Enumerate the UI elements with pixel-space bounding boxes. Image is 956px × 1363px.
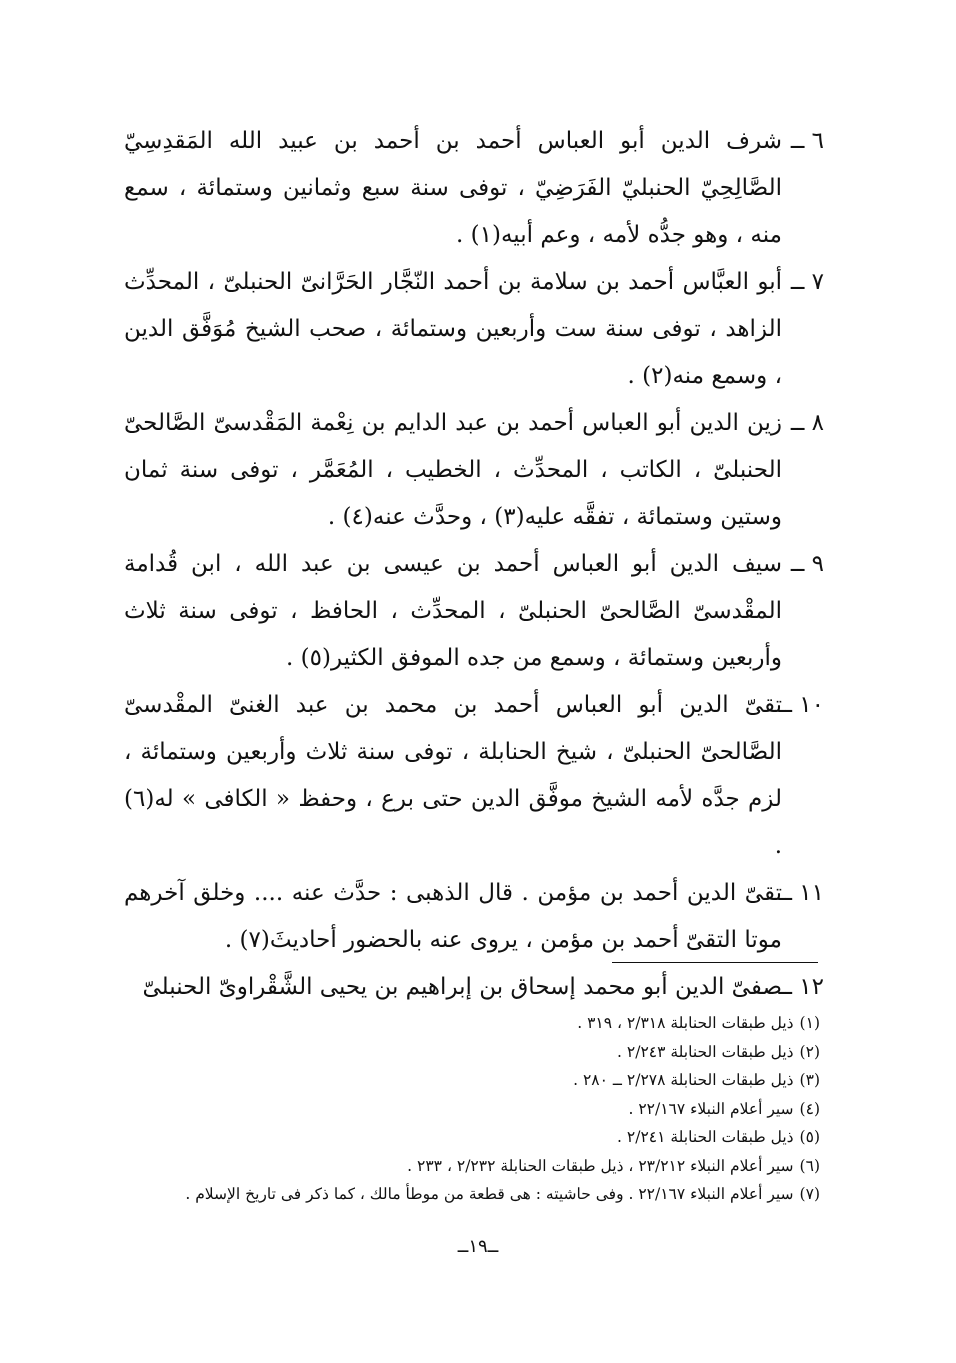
footnote-text: سير أعلام النبلاء ٢٢/١٦٧ . — [628, 1099, 794, 1118]
footnote-3 — [130, 1066, 820, 1095]
entry-text: صفىّ الدين أبو محمد إسحاق بن إبراهيم بن يحيى الشَّقْراوىّ الحنبلىّ — [142, 974, 782, 1000]
entry-text: تقىّ الدين أحمد بن مؤمن . قال الذهبى : حدَّث عنه .... وخلق آخرهم موتا التقىّ أحمد بن مؤمن ، يروى عنه بالحضور أحاديثَ(٧) . — [124, 880, 782, 953]
footnote-4 — [130, 1095, 820, 1124]
page-number: ــ١٩ــ — [457, 1236, 499, 1257]
entry-10 — [124, 682, 824, 870]
footnote-7 — [130, 1180, 820, 1209]
entry-7 — [124, 259, 824, 400]
entry-6 — [124, 118, 824, 259]
footnote-number: (٢) — [799, 1042, 820, 1061]
footnote-number: (٣) — [799, 1071, 820, 1089]
entry-number: ١٢ ــ — [778, 974, 824, 1000]
footnote-number: (٦) — [799, 1156, 820, 1175]
entry-11 — [124, 870, 824, 964]
footnote-text: ذيل طبقات الحنابلة ٢/٣١٨ ، ٣١٩ . — [577, 1014, 794, 1032]
footnote-text: سير أعلام النبلاء ٢٢/١٦٧ . وفى حاشيته : هى قطعة من موطأ مالك ، كما ذكر فى تاريخ الإسلام . — [185, 1185, 794, 1203]
footnote-text: ذيل طبقات الحنابلة ٢/٢٤١ . — [617, 1128, 794, 1146]
footnote-number: (٧) — [799, 1185, 820, 1203]
entry-text: تقىّ الدين أبو العباس أحمد بن محمد بن عبد الغنىّ المقْدسىّ الصَّالحىّ الحنبلىّ ، شيخ الحنابلة ، توفى سنة ثلاث وأربعين وستمائة ، لزم جدَّه لأمه الشيخ موفَّق الدين حتى برع ، وحفظ « الكافى » له(٦) . — [124, 692, 782, 859]
footnote-text: سير أعلام النبلاء ٢٣/٢١٢ ، ذيل طبقات الحنابلة ٢/٢٣٢ ، ٢٣٣ . — [407, 1156, 794, 1175]
footnote-1 — [130, 1009, 820, 1038]
entry-number: ١١ ــ — [778, 880, 824, 906]
entry-number: ٩ ــ — [790, 551, 824, 577]
entry-number: ٧ ــ — [790, 269, 824, 295]
entry-9 — [124, 541, 824, 682]
footnote-6 — [130, 1152, 820, 1181]
entry-text: سيف الدين أبو العباس أحمد بن عيسى بن عبد الله ، ابن قُدامة المقْدسىّ الصَّالحىّ الحنبلىّ ، المحدِّث ، الحافظ ، توفى سنة ثلاث وأربعين وستمائة ، وسمع من جده الموفق الكثير(٥) . — [124, 551, 783, 671]
entry-text: زين الدين أبو العباس أحمد بن عبد الدايم بن نِعْمة المَقْدسىّ الصَّالحىّ الحنبلىّ ، الكاتب ، المحدِّث ، الخطيب ، المُعَمَّر ، توفى سنة ثمان وستين وستمائة ، تفقَّه عليه(٣) ، وحدَّث عنه(٤) . — [124, 410, 782, 530]
entry-number: ٦ ــ — [790, 128, 824, 154]
entry-12 — [124, 964, 824, 1011]
footnote-text: ذيل طبقات الحنابلة ٢/٢٤٣ . — [617, 1042, 794, 1061]
footnote-2 — [130, 1038, 820, 1067]
footnote-5 — [130, 1123, 820, 1152]
footnote-number: (١) — [799, 1014, 820, 1032]
entry-8 — [124, 400, 824, 541]
entry-number: ٨ ــ — [790, 410, 824, 436]
footnotes — [130, 1009, 820, 1209]
main-text — [124, 118, 824, 1011]
footnote-separator — [612, 962, 818, 963]
entry-text: أبو العبَّاس أحمد بن سلامة بن أحمد النّجَّار الحَرَّانىّ الحنبلىّ ، المحدِّث الزاهد ، توفى سنة ست وأربعين وستمائة ، صحب الشيخ مُوَفَّق الدين ، وسمع منه(٢) . — [124, 269, 782, 389]
footnote-number: (٥) — [799, 1128, 820, 1146]
entry-number: ١٠ ــ — [778, 692, 824, 718]
footnote-text: ذيل طبقات الحنابلة ٢/٢٧٨ ــ ٢٨٠ . — [573, 1071, 794, 1089]
entry-text: شرف الدين أبو العباس أحمد بن أحمد بن عبيد الله المَقدِسِيّ الصَّالِحِيّ الحنبليّ الفَرَضِيّ ، توفى سنة سبع وثمانين وستمائة ، سمع منه ، وهو جدُّه لأمه ، وعم أبيه(١) . — [124, 128, 782, 248]
footnote-number: (٤) — [799, 1099, 820, 1118]
